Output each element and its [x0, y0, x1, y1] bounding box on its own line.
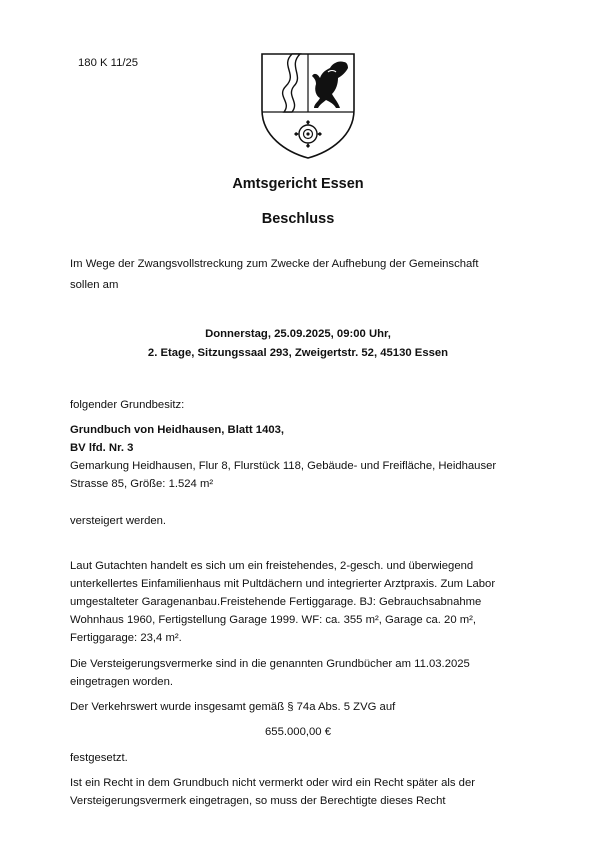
rights-line-2: Versteigerungsvermerk eingetragen, so muss der Berechtigte dieses Recht	[70, 795, 446, 807]
rights-line-1: Ist ein Recht in dem Grundbuch nicht vermerkt oder wird ein Recht später als der	[70, 777, 475, 789]
intro-line-1: Im Wege der Zwangsvollstreckung zum Zwecke der Aufhebung der Gemeinschaft	[70, 258, 479, 270]
auction-location: 2. Etage, Sitzungssaal 293, Zweigertstr. 52, 45130 Essen	[147, 347, 449, 359]
auctioned-text: versteigert werden.	[70, 515, 167, 527]
market-value-intro: Der Verkehrswert wurde insgesamt gemäß § 74a Abs. 5 ZVG auf	[70, 701, 396, 713]
fixed-text: festgesetzt.	[70, 752, 128, 764]
auction-date-time: Donnerstag, 25.09.2025, 09:00 Uhr,	[205, 328, 391, 340]
parcel-line-2: Strasse 85, Größe: 1.524 m²	[70, 478, 214, 490]
registration-line-1: Die Versteigerungsvermerke sind in die genannten Grundbücher am 11.03.2025	[70, 658, 470, 670]
parcel-line-1: Gemarkung Heidhausen, Flur 8, Flurstück 118, Gebäude- und Freifläche, Heidhauser	[70, 460, 497, 472]
appraisal-line-3: umgestalteter Garagenanbau.Freistehende Fertiggarage. BJ: Gebrauchsabnahme	[70, 596, 482, 608]
land-register: Grundbuch von Heidhausen, Blatt 1403,	[70, 424, 285, 436]
nrw-coat-of-arms-icon	[258, 48, 358, 160]
registration-line-2: eingetragen worden.	[70, 676, 174, 688]
appraisal-line-2: unterkellertes Einfamilienhaus mit Pultdächern und integrierter Arztpraxis. Zum Labor	[70, 578, 496, 590]
appraisal-line-4: Wohnhaus 1960, Fertigstellung Garage 1999. WF: ca. 355 m², Garage ca. 20 m²,	[70, 614, 477, 626]
appraisal-line-1: Laut Gutachten handelt es sich um ein freistehendes, 2-gesch. und überwiegend	[70, 560, 474, 572]
document-title: Beschluss	[261, 211, 335, 227]
court-name: Amtsgericht Essen	[232, 176, 364, 192]
case-number: 180 K 11/25	[78, 57, 139, 69]
market-value: 655.000,00 €	[265, 726, 331, 738]
bv-number: BV lfd. Nr. 3	[70, 442, 134, 454]
appraisal-line-5: Fertiggarage: 23,4 m².	[70, 632, 182, 644]
intro-line-2: sollen am	[70, 279, 119, 291]
property-intro: folgender Grundbesitz:	[70, 399, 185, 411]
